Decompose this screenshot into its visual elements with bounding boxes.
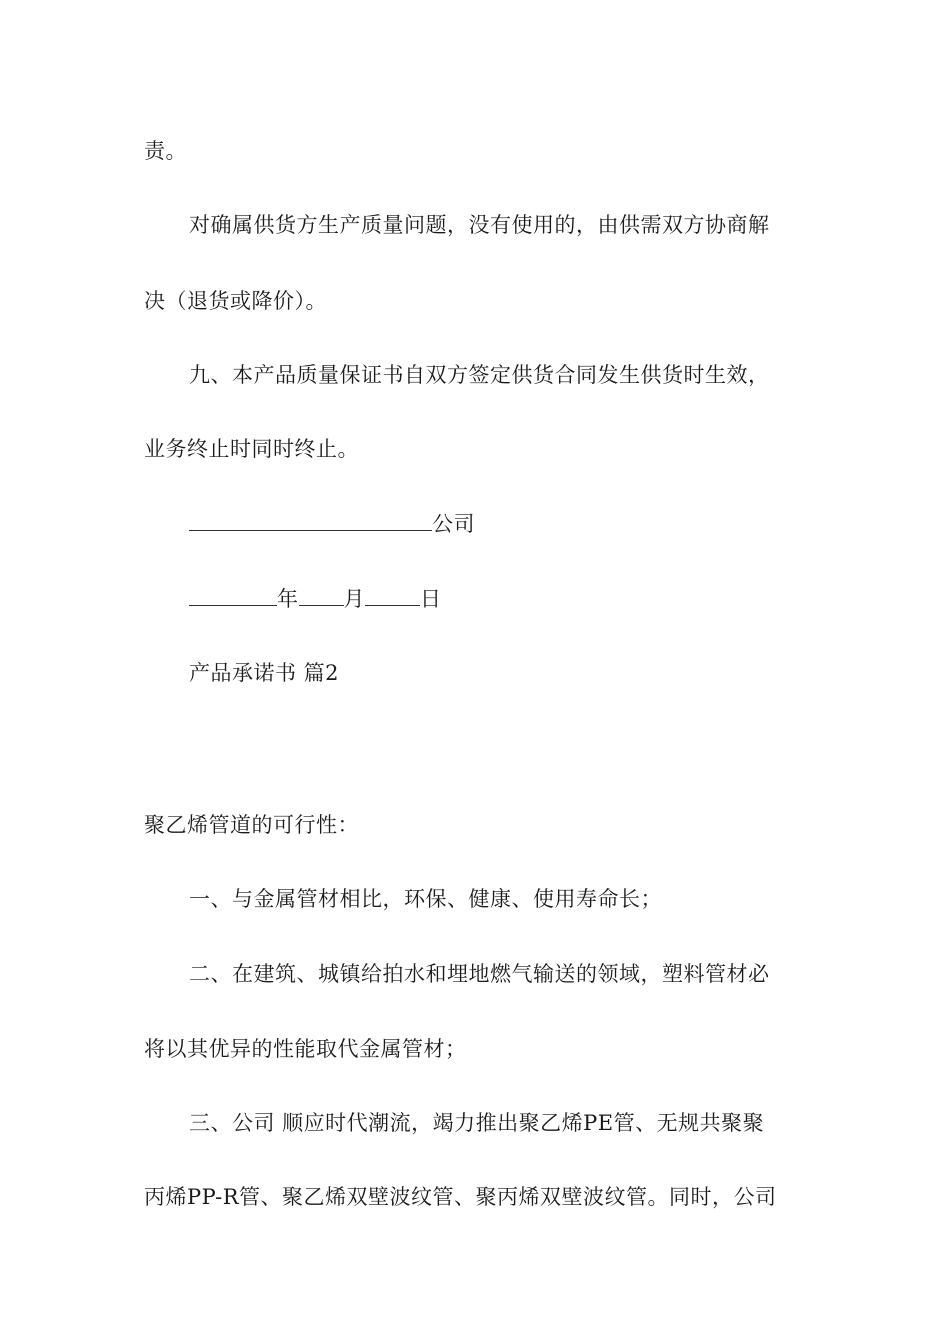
day-label: 日 — [420, 587, 442, 611]
paragraph-line: 丙烯PP-R管、聚乙烯双壁波纹管、聚丙烯双壁波纹管。同时，公司 — [144, 1185, 777, 1209]
month-blank — [299, 585, 344, 606]
year-label: 年 — [277, 587, 299, 611]
paragraph-line: 决（退货或降价）。 — [144, 289, 327, 313]
paragraph-line: 将以其优异的性能取代金属管材； — [144, 1037, 467, 1061]
list-item: 三、公司 顺应时代潮流，竭力推出聚乙烯PE管、无规共聚聚 — [189, 1111, 765, 1135]
section-title: 产品承诺书 篇2 — [189, 661, 340, 685]
day-blank — [365, 585, 420, 606]
company-name-blank — [189, 510, 432, 531]
paragraph-line: 聚乙烯管道的可行性： — [144, 813, 359, 837]
year-blank — [189, 585, 277, 606]
list-item: 一、与金属管材相比，环保、健康、使用寿命长； — [189, 887, 662, 911]
paragraph-continuation: 责。 — [144, 139, 187, 163]
company-suffix: 公司 — [432, 512, 475, 536]
company-signature-line — [189, 509, 475, 539]
list-item: 二、在建筑、城镇给拍水和埋地燃气输送的领域，塑料管材必 — [189, 962, 770, 986]
month-label: 月 — [343, 587, 365, 611]
paragraph-line: 九、本产品质量保证书自双方签定供货合同发生供货时生效， — [189, 363, 770, 387]
paragraph-line: 业务终止时同时终止。 — [144, 437, 359, 461]
paragraph-line: 对确属供货方生产质量问题，没有使用的，由供需双方协商解 — [189, 213, 770, 237]
date-line — [189, 584, 442, 614]
